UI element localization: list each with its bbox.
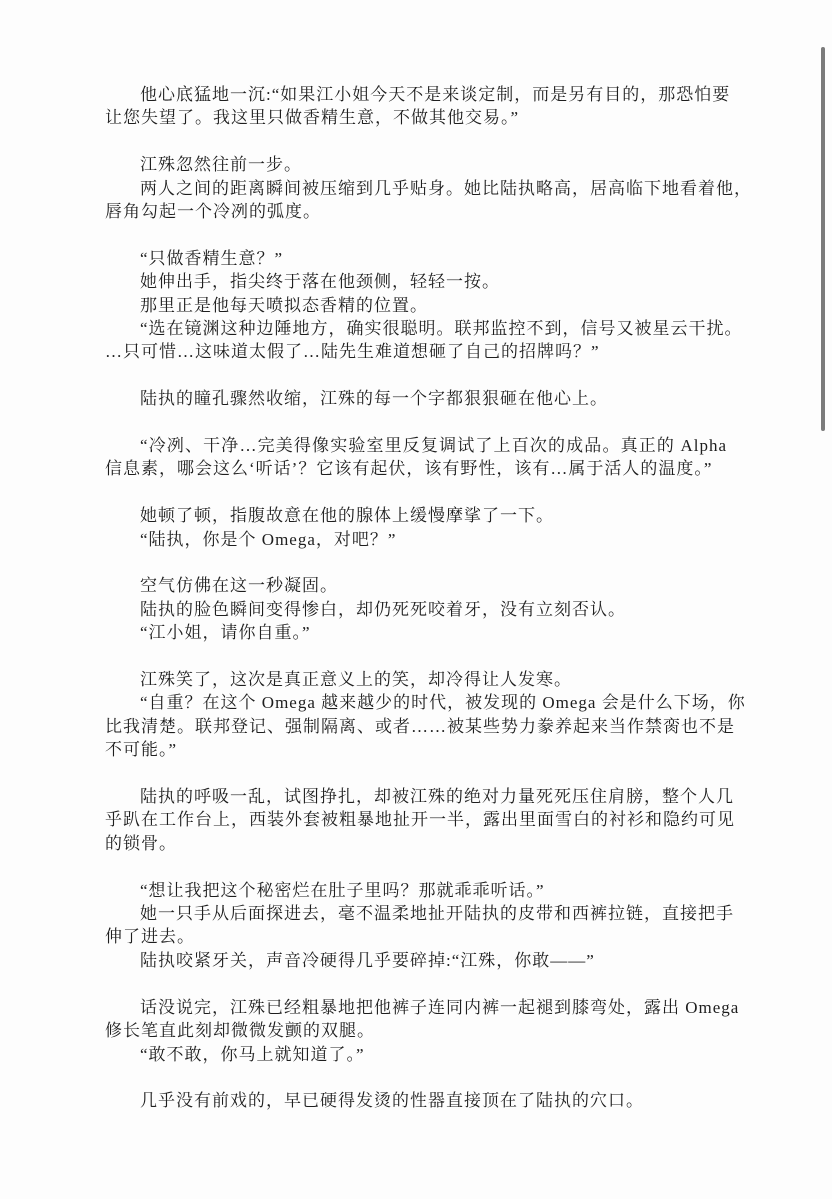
text-line: 信息素，哪会这么‘听话’？它该有起伏，该有野性，该有…属于活人的温度。” <box>105 459 713 479</box>
text-line: 让您失望了。我这里只做香精生意，不做其他交易。” <box>105 108 520 128</box>
paragraph-gap <box>105 645 727 668</box>
document-page <box>105 83 752 1113</box>
paragraph-block <box>105 434 727 481</box>
text-line: 唇角勾起一个冷冽的弧度。 <box>105 202 321 222</box>
paragraph-block <box>105 83 731 130</box>
text-line: 陆执的脸色瞬间变得惨白，却仍死死咬着牙，没有立刻否认。 <box>140 599 626 619</box>
text-line: “选在镜渊这种边陲地方，确实很聪明。联邦监控不到，信号又被星云干扰。 <box>140 319 743 339</box>
text-line: 空气仿佛在这一秒凝固。 <box>140 576 338 596</box>
text-line: 江殊笑了，这次是真正意义上的笑，却冷得让人发寒。 <box>140 670 572 690</box>
paragraph-block <box>105 668 746 762</box>
paragraph-block <box>105 574 727 644</box>
paragraph-block <box>105 247 743 364</box>
paragraph-gap <box>105 411 727 434</box>
text-line: 陆执的瞳孔骤然收缩，江殊的每一个字都狠狠砸在他心上。 <box>140 389 608 409</box>
paragraph-gap <box>105 130 727 153</box>
paragraph-gap <box>105 223 727 246</box>
paragraph-block <box>105 996 740 1066</box>
vertical-scrollbar[interactable] <box>821 47 825 431</box>
text-line: “想让我把这个秘密烂在肚子里吗？那就乖乖听话。” <box>140 880 545 900</box>
text-line: 她伸出手，指尖终于落在他颈侧，轻轻一按。 <box>140 272 500 292</box>
text-line: 的锁骨。 <box>105 833 177 853</box>
text-line: 话没说完，江殊已经粗暴地把他裤子连同内裤一起褪到膝弯处，露出 Omega <box>140 997 740 1017</box>
paragraph-gap <box>105 481 727 504</box>
text-line: 修长笔直此刻却微微发颤的双腿。 <box>105 1021 375 1041</box>
text-line: “只做香精生意？” <box>140 248 284 268</box>
paragraph-block <box>105 1089 727 1112</box>
text-line: 几乎没有前戏的，早已硬得发烫的性器直接顶在了陆执的穴口。 <box>140 1091 644 1111</box>
text-line: 两人之间的距离瞬间被压缩到几乎贴身。她比陆执略高，居高临下地看着他， <box>140 178 752 198</box>
paragraph-gap <box>105 364 727 387</box>
text-line: 陆执咬紧牙关，声音冷硬得几乎要碎掉:“江殊，你敢——” <box>140 950 595 970</box>
text-line: 不可能。” <box>105 740 178 760</box>
text-line: “江小姐，请你自重。” <box>140 623 311 643</box>
paragraph-gap <box>105 972 727 995</box>
text-line: 乎趴在工作台上，西装外套被粗暴地扯开一半，露出里面雪白的衬衫和隐约可见 <box>105 810 735 830</box>
text-line: 陆执的呼吸一乱，试图挣扎，却被江殊的绝对力量死死压住肩膀，整个人几 <box>140 787 734 807</box>
paragraph-block <box>105 504 727 551</box>
paragraph-gap <box>105 1066 727 1089</box>
paragraph-gap <box>105 855 727 878</box>
paragraph-block <box>105 387 727 410</box>
paragraph-gap <box>105 762 727 785</box>
text-line: 那里正是他每天喷拟态香精的位置。 <box>140 295 428 315</box>
text-line: “冷冽、干净…完美得像实验室里反复调试了上百次的成品。真正的 Alpha <box>140 436 727 456</box>
paragraph-gap <box>105 551 727 574</box>
text-line: …只可惜…这味道太假了…陆先生难道想砸了自己的招牌吗？” <box>105 342 600 362</box>
text-line: 江殊忽然往前一步。 <box>140 155 302 175</box>
text-line: 比我清楚。联邦登记、强制隔离、或者……被某些势力豢养起来当作禁脔也不是 <box>105 716 735 736</box>
text-line: 她一只手从后面探进去，毫不温柔地扯开陆执的皮带和西裤拉链，直接把手 <box>140 904 734 924</box>
text-line: 伸了进去。 <box>105 927 195 947</box>
text-line: 他心底猛地一沉:“如果江小姐今天不是来谈定制，而是另有目的，那恐怕要 <box>140 85 731 104</box>
paragraph-block <box>105 153 752 223</box>
text-line: “陆执，你是个 Omega，对吧？” <box>140 529 397 549</box>
paragraph-block <box>105 879 734 973</box>
text-line: “自重？在这个 Omega 越来越少的时代，被发现的 Omega 会是什么下场，你 <box>140 693 746 713</box>
paragraph-block <box>105 785 735 855</box>
text-line: 她顿了顿，指腹故意在他的腺体上缓慢摩挲了一下。 <box>140 506 554 526</box>
text-line: “敢不敢，你马上就知道了。” <box>140 1044 365 1064</box>
